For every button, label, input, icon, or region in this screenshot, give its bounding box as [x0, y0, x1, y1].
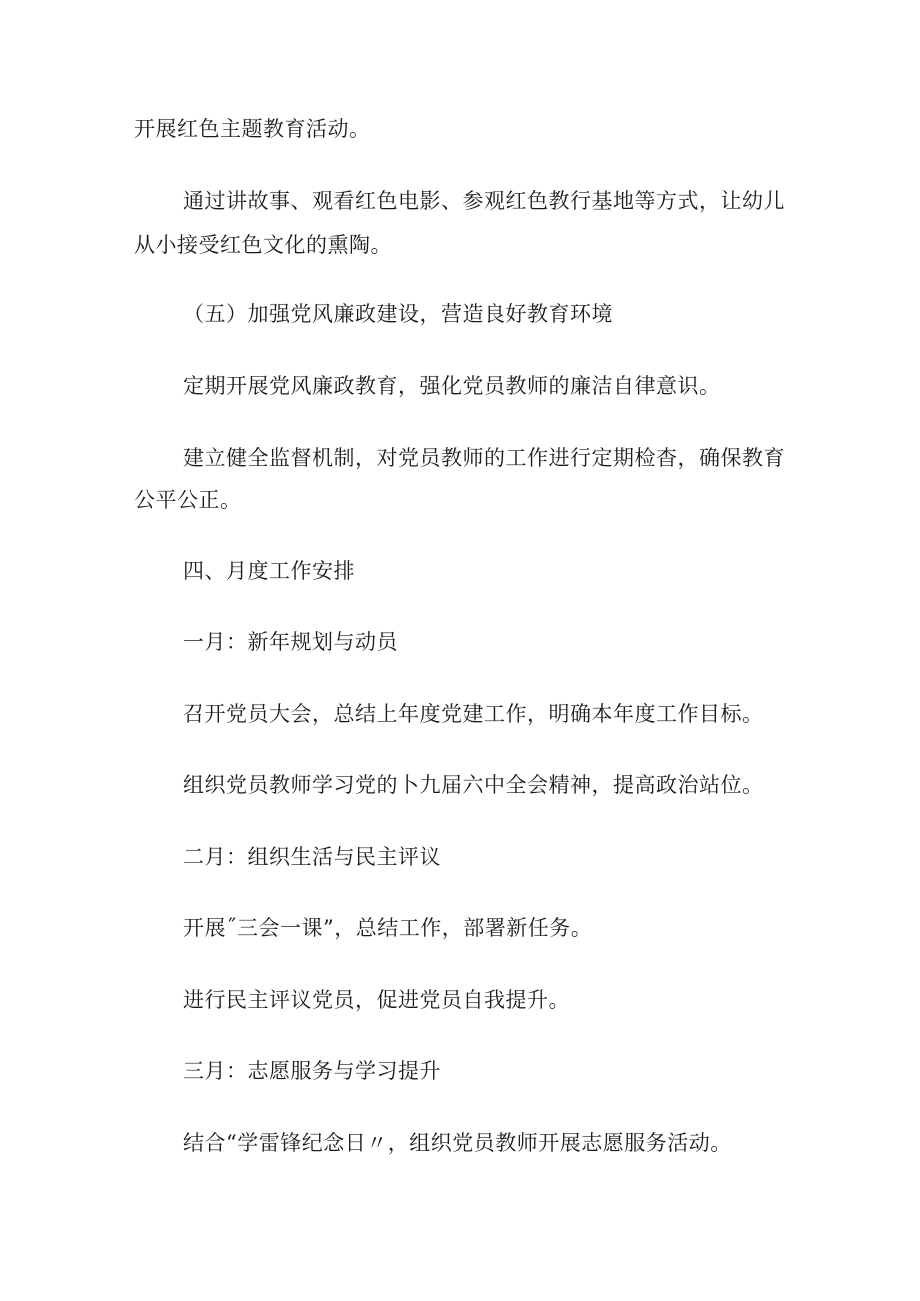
month-heading-january: 一月：新年规划与动员: [183, 630, 398, 654]
paragraph-march-item-1: 结合“学雷锋纪念日〃，组织党员教师开展志愿服务活动。: [183, 1131, 732, 1155]
paragraph-continuation-line: 开展红色主题教育活动。: [134, 117, 371, 141]
section-heading-5: （五）加强党风廉政建设，营造良好教育环境: [183, 302, 613, 326]
paragraph-integrity-education: 定期开展党风廉政教育，强化党员教师的廉洁自律意识。: [183, 374, 721, 398]
paragraph-red-activities-line-2: 从小接受红色文化的熏陶。: [134, 233, 392, 257]
paragraph-supervision-line-1: 建立健全监督机制，对党员教师的工作进行定期检杳，确保教育: [183, 446, 785, 470]
month-heading-february: 二月：组织生活与民主评议: [183, 845, 441, 869]
paragraph-january-item-2: 组织党员教师学习党的卜九届六中全会精神，提高政治站位。: [183, 773, 764, 797]
paragraph-february-item-2: 进行民主评议党员，促进党员自我提升。: [183, 988, 570, 1012]
paragraph-red-activities-line-1: 通过讲故事、观看红色电影、参观红色教行基地等方式，让幼儿: [183, 189, 785, 213]
paragraph-supervision-line-2: 公平公正。: [134, 488, 242, 512]
section-heading-4: 四、月度工作安排: [183, 559, 355, 583]
month-heading-march: 三月：志愿服务与学习提升: [183, 1059, 441, 1083]
paragraph-january-item-1: 召开党员大会，总结上年度党建工作，明确本年度工作目标。: [183, 702, 764, 726]
paragraph-february-item-1: 开展˝三会一课”，总结工作，部署新任务。: [183, 916, 593, 940]
